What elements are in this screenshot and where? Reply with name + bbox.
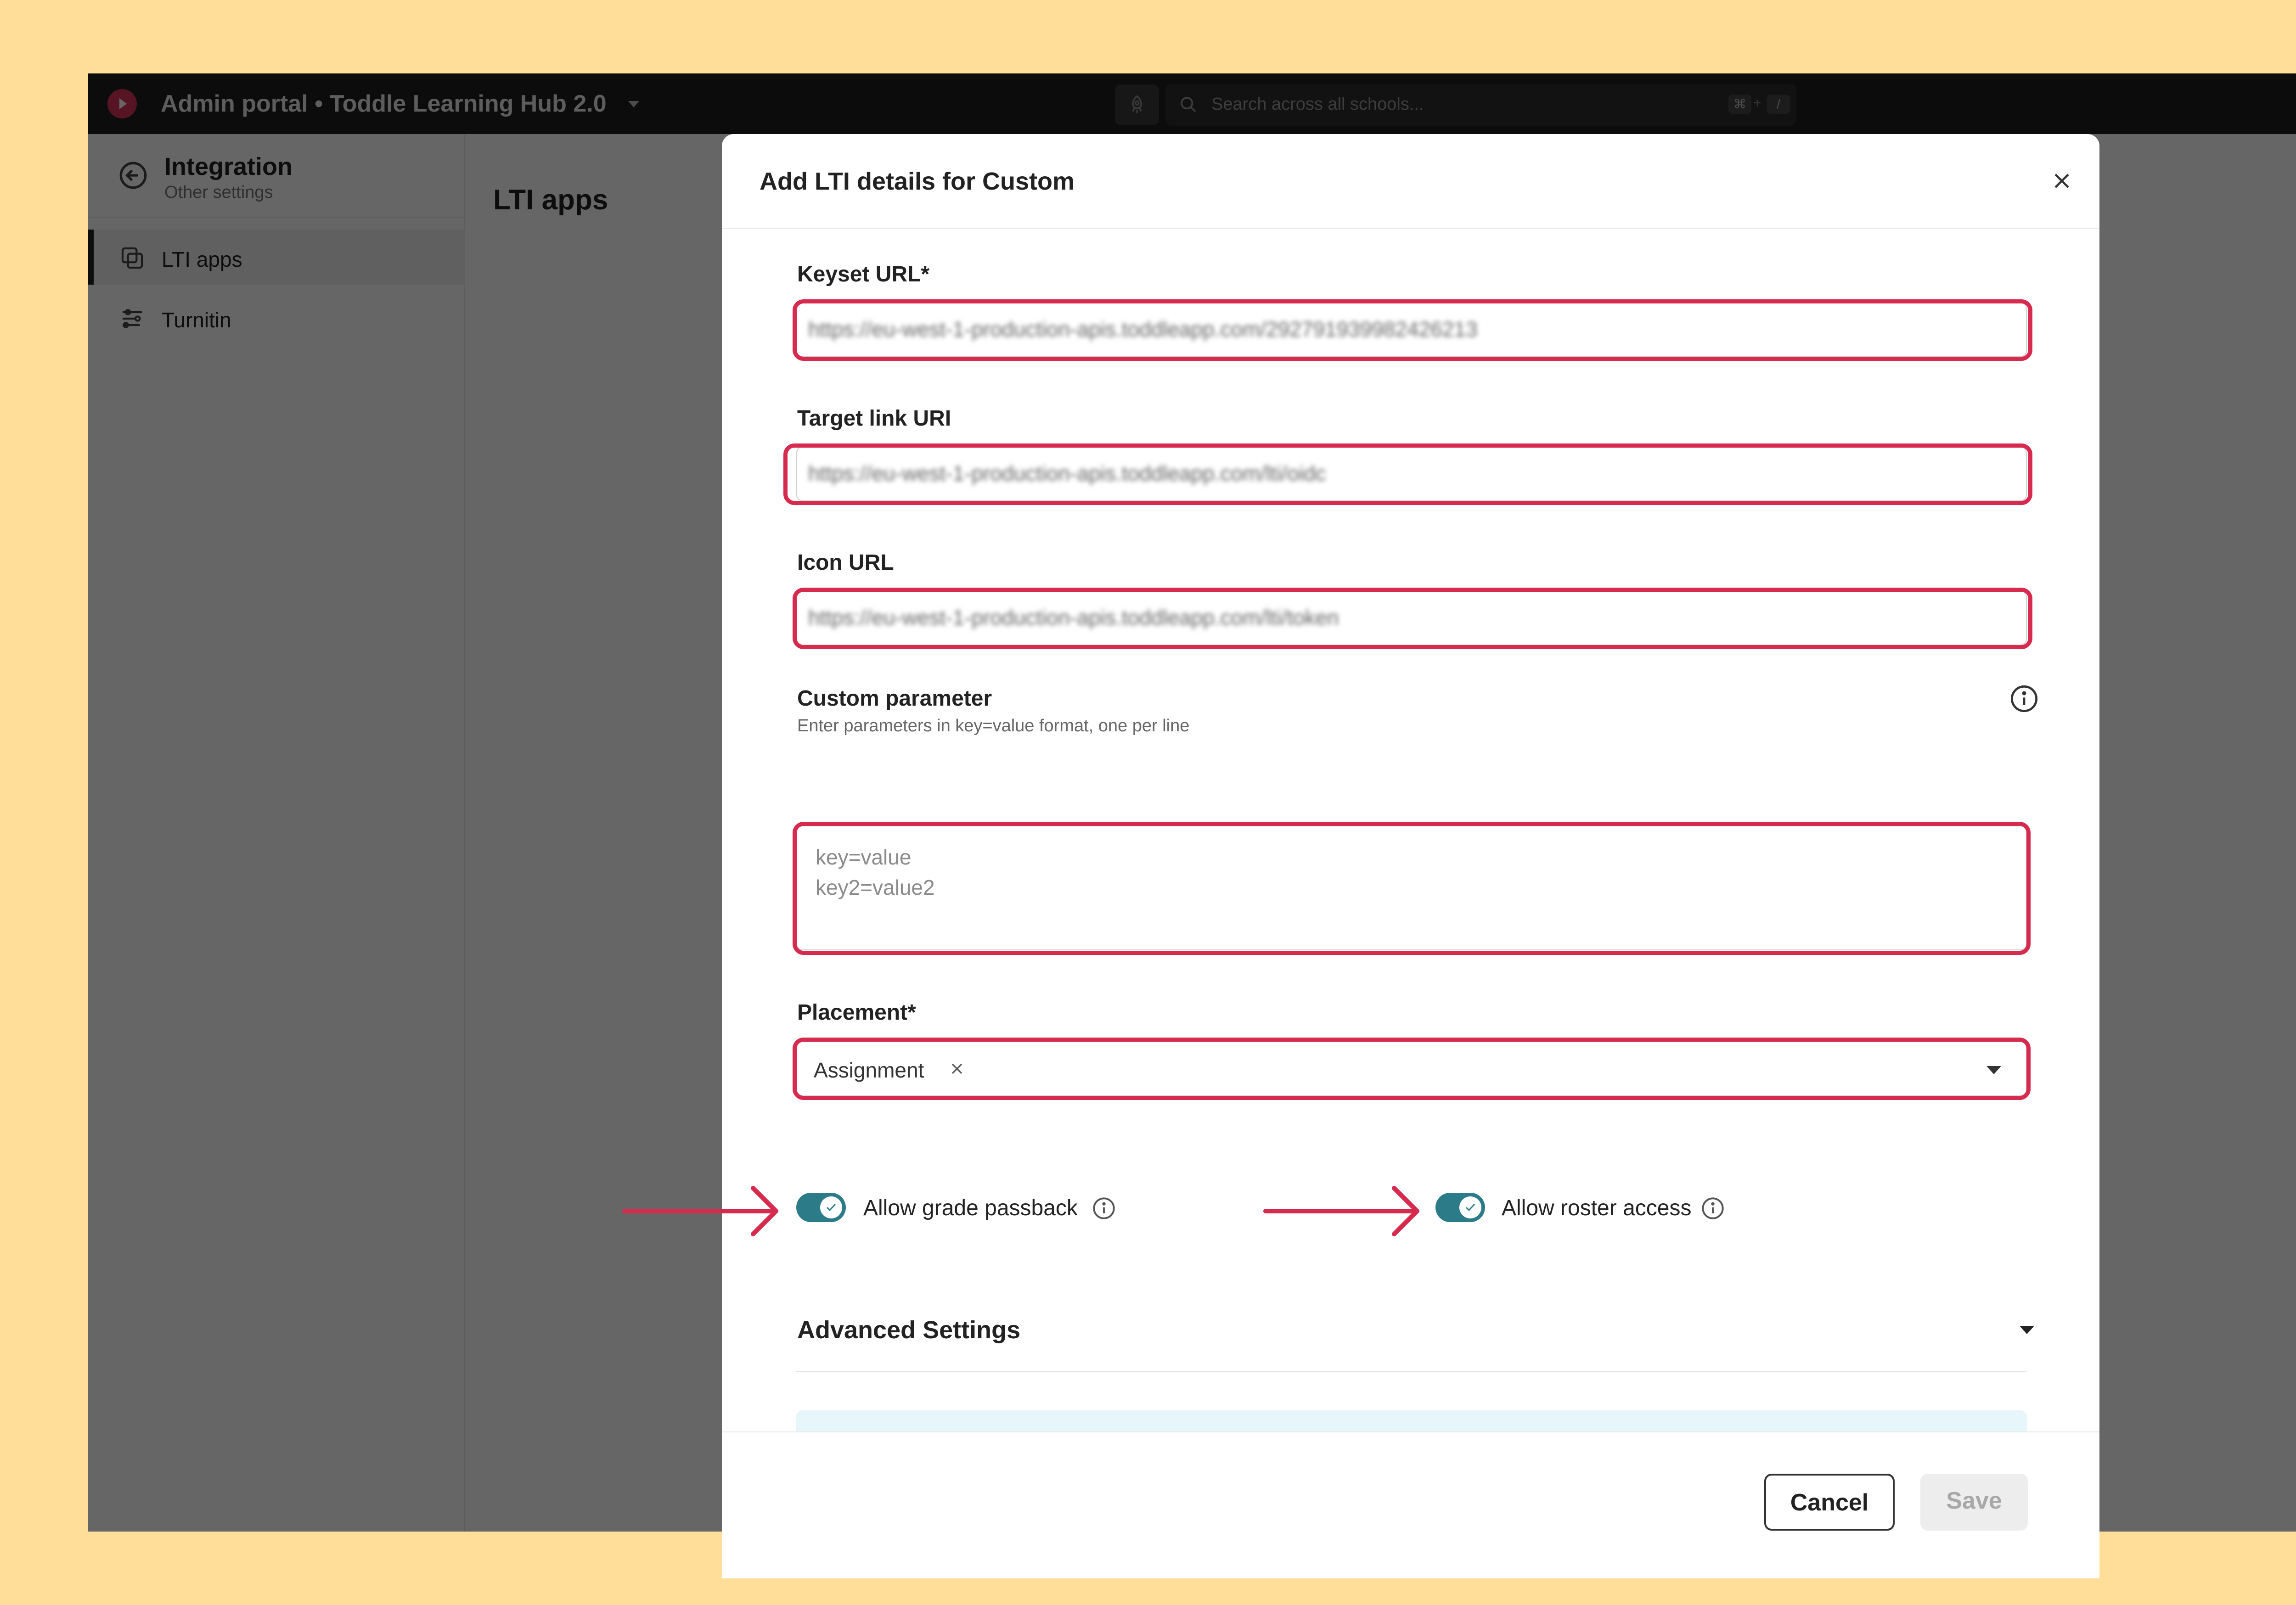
textarea-placeholder-line2: key2=value2 [816,875,935,899]
cancel-button[interactable]: Cancel [1764,1474,1895,1531]
toggle-knob [1459,1196,1481,1218]
keyset-url-label: Keyset URL* [797,262,930,286]
dialog-title: Add LTI details for Custom [760,168,1075,195]
arrow-annotation-icon [620,1184,785,1239]
icon-url-label: Icon URL [797,550,894,575]
grade-passback-toggle[interactable] [796,1193,846,1222]
target-link-uri-highlight [783,443,2032,505]
close-icon[interactable] [2049,168,2075,194]
custom-parameter-label: Custom parameter [797,686,992,711]
check-icon [1465,1203,1476,1212]
info-icon[interactable] [1701,1196,1725,1220]
icon-url-value: https://eu-west-1-production-apis.toddleapp.com/lti/token [808,606,1339,629]
grade-passback-label: Allow grade passback [863,1196,1078,1220]
target-link-uri-label: Target link URI [797,406,951,431]
dialog-header-divider [722,228,2099,229]
app-window [88,73,2296,1532]
chevron-down-icon[interactable] [2020,1326,2034,1334]
info-icon[interactable] [1092,1196,1116,1220]
info-icon[interactable] [2009,684,2039,713]
add-lti-dialog [722,134,2099,1516]
textarea-placeholder-line1: key=value [816,845,912,869]
keyset-url-highlight [793,299,2032,361]
check-icon [826,1203,837,1212]
advanced-settings-toggle[interactable]: Advanced Settings [797,1316,1021,1344]
icon-url-highlight [793,588,2032,649]
roster-access-label: Allow roster access [1502,1196,1692,1220]
custom-parameter-help: Enter parameters in key=value format, one per line [797,716,1190,735]
keyset-url-value: https://eu-west-1-production-apis.toddleapp.com/292791939982426213 [808,317,1478,341]
toggle-knob [820,1196,842,1218]
roster-access-toggle[interactable] [1435,1193,1485,1222]
placement-chip: Assignment [814,1058,924,1082]
custom-parameter-highlight [793,822,2031,955]
dialog-footer-divider [722,1431,2099,1432]
arrow-annotation-icon [1261,1184,1426,1239]
dialog-footer [722,1431,2099,1578]
save-button[interactable]: Save [1920,1474,2028,1531]
target-link-uri-value: https://eu-west-1-production-apis.toddleapp.com/lti/oidc [808,461,1326,485]
placement-highlight [793,1038,2031,1100]
advanced-divider [796,1371,2027,1372]
placement-label: Placement* [797,1000,916,1025]
